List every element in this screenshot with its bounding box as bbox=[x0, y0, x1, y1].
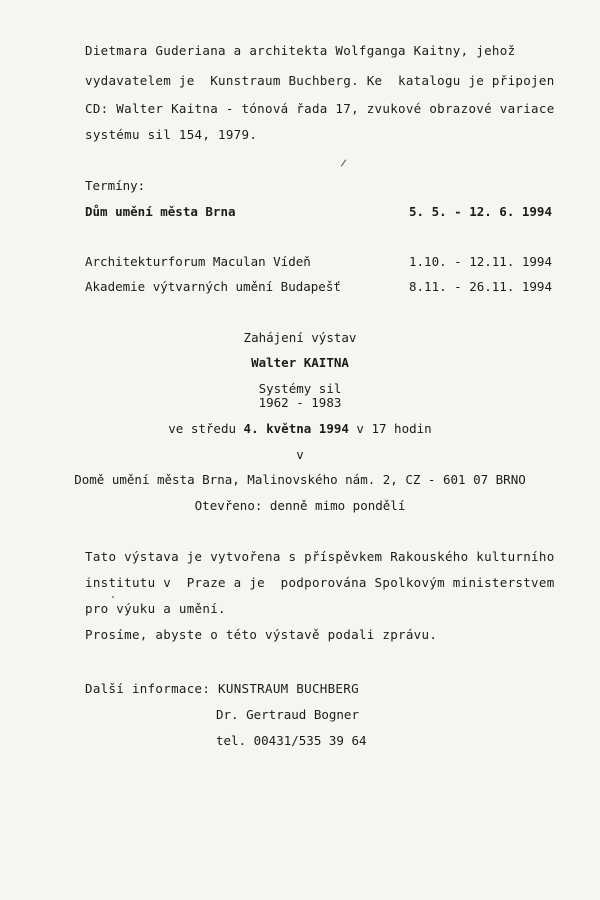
contact-person: Dr. Gertraud Bogner bbox=[216, 707, 359, 722]
intro-line-1: Dietmara Guderiana a architekta Wolfganga Kaitny, jehož bbox=[85, 43, 516, 58]
opening-when bbox=[0, 422, 600, 436]
term-dates-2: 1.10. - 12.11. 1994 bbox=[409, 254, 552, 269]
intro-line-4: systému sil 154, 1979. bbox=[85, 127, 258, 142]
support-line-2: institutu v Praze a je podporována Spolkovým ministerstvem bbox=[85, 575, 555, 590]
opening-years: 1962 - 1983 bbox=[258, 395, 342, 410]
term-venue-3: Akademie výtvarných umění Budapešť bbox=[85, 279, 341, 294]
opening-series: Systémy sil bbox=[258, 381, 342, 396]
term-dates-3: 8.11. - 26.11. 1994 bbox=[409, 279, 552, 294]
term-venue-2: Architekturforum Maculan Vídeň bbox=[85, 254, 311, 269]
support-line-4: Prosíme, abyste o této výstavě podali zprávu. bbox=[85, 627, 438, 642]
opening-heading: Zahájení výstav bbox=[243, 330, 357, 345]
terms-label: Termíny: bbox=[85, 178, 146, 193]
when-prefix: ve středu bbox=[168, 421, 244, 436]
speck bbox=[112, 596, 114, 598]
term-venue-1: Dům umění města Brna bbox=[85, 204, 236, 219]
contact-phone: tel. 00431/535 39 64 bbox=[216, 733, 367, 748]
intro-line-2: vydavatelem je Kunstraum Buchberg. Ke katalogu je připojen bbox=[85, 73, 555, 88]
term-dates-1: 5. 5. - 12. 6. 1994 bbox=[409, 204, 552, 219]
intro-line-3: CD: Walter Kaitna - tónová řada 17, zvukové obrazové variace bbox=[85, 101, 555, 116]
opening-hours: Otevřeno: denně mimo pondělí bbox=[194, 498, 406, 513]
pen-mark bbox=[341, 159, 346, 166]
opening-v: v bbox=[296, 447, 304, 462]
contact-line bbox=[85, 682, 359, 696]
opening-place: Domě umění města Brna, Malinovského nám. 2, CZ - 601 07 BRNO bbox=[74, 472, 526, 487]
support-line-1: Tato výstava je vytvořena s příspěvkem Rakouského kulturního bbox=[85, 549, 555, 564]
when-suffix: v 17 hodin bbox=[348, 421, 432, 436]
contact-label: Další informace: bbox=[85, 681, 219, 696]
opening-artist: Walter KAITNA bbox=[251, 355, 349, 370]
contact-org: KUNSTRAUM BUCHBERG bbox=[218, 681, 359, 696]
when-date: 4. května 1994 bbox=[243, 421, 349, 436]
support-line-3: pro výuku a umění. bbox=[85, 601, 226, 616]
